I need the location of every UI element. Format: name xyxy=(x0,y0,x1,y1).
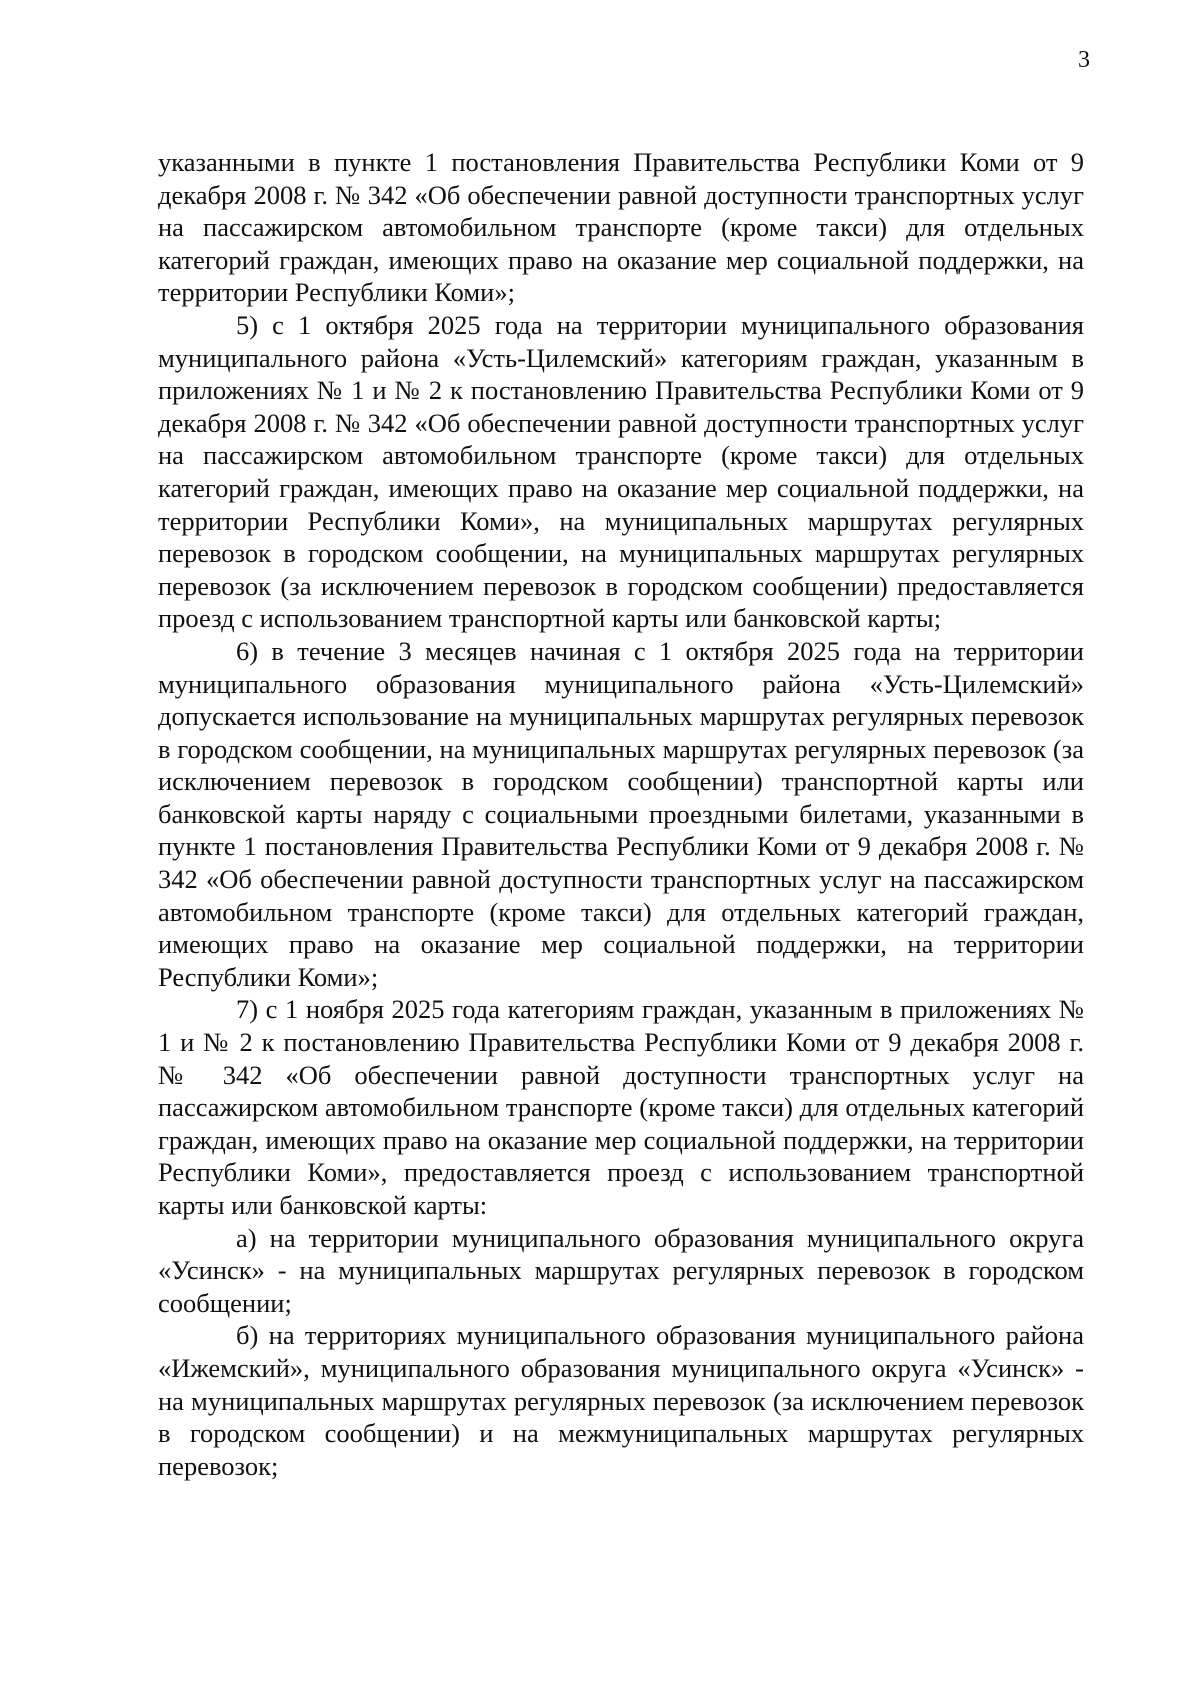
paragraph-item-7: 7) с 1 ноября 2025 года категориям граждан, указанным в приложениях № 1 и № 2 к постановлению Правительства Республики Коми от 9 декабря 2008 г. № 342 «Об обеспечении равной доступности транспортных услуг на пассажирском автомобильном транспорте (кроме такси) для отдельных категорий граждан, имеющих право на оказание мер социальной поддержки, на территории Республики Коми», предоставляется проезд с использованием транспортной карты или банковской карты: xyxy=(158,994,1084,1220)
page-number: 3 xyxy=(1078,47,1090,73)
paragraph-continuation: указанными в пункте 1 постановления Правительства Республики Коми от 9 декабря 2008 г. № 342 «Об обеспечении равной доступности транспортных услуг на пассажирском автомобильном транспорте (кроме такси) для отдельных категорий граждан, имеющих право на оказание мер социальной поддержки, на территории Республики Коми»; xyxy=(158,147,1084,308)
document-body xyxy=(158,146,1084,1482)
paragraph-item-7a: а) на территории муниципального образования муниципального округа «Усинск» - на муниципальных маршрутах регулярных перевозок в городском сообщении; xyxy=(158,1222,1084,1318)
paragraph-item-6: 6) в течение 3 месяцев начиная с 1 октября 2025 года на территории муниципального образования муниципального района «Усть-Цилемский» допускается использование на муниципальных маршрутах регулярных перевозок в городском сообщении, на муниципальных маршрутах регулярных перевозок (за исключением перевозок в городском сообщении) транспортной карты или банковской карты наряду с социальными проездными билетами, указанными в пункте 1 постановления Правительства Республики Коми от 9 декабря 2008 г. № 342 «Об обеспечении равной доступности транспортных услуг на пассажирском автомобильном транспорте (кроме такси) для отдельных категорий граждан, имеющих право на оказание мер социальной поддержки, на территории Республики Коми»; xyxy=(158,635,1084,992)
paragraph-item-7b: б) на территориях муниципального образования муниципального района «Ижемский», муниципального образования муниципального округа «Усинск» - на муниципальных маршрутах регулярных перевозок (за исключением перевозок в городском сообщении) и на межмуниципальных маршрутах регулярных перевозок; xyxy=(158,1320,1084,1481)
paragraph-item-5: 5) с 1 октября 2025 года на территории муниципального образования муниципального района «Усть-Цилемский» категориям граждан, указанным в приложениях № 1 и № 2 к постановлению Правительства Республики Коми от 9 декабря 2008 г. № 342 «Об обеспечении равной доступности транспортных услуг на пассажирском автомобильном транспорте (кроме такси) для отдельных категорий граждан, имеющих право на оказание мер социальной поддержки, на территории Республики Коми», на муниципальных маршрутах регулярных перевозок в городском сообщении, на муниципальных маршрутах регулярных перевозок (за исключением перевозок в городском сообщении) предоставляется проезд с использованием транспортной карты или банковской карты; xyxy=(158,309,1084,634)
